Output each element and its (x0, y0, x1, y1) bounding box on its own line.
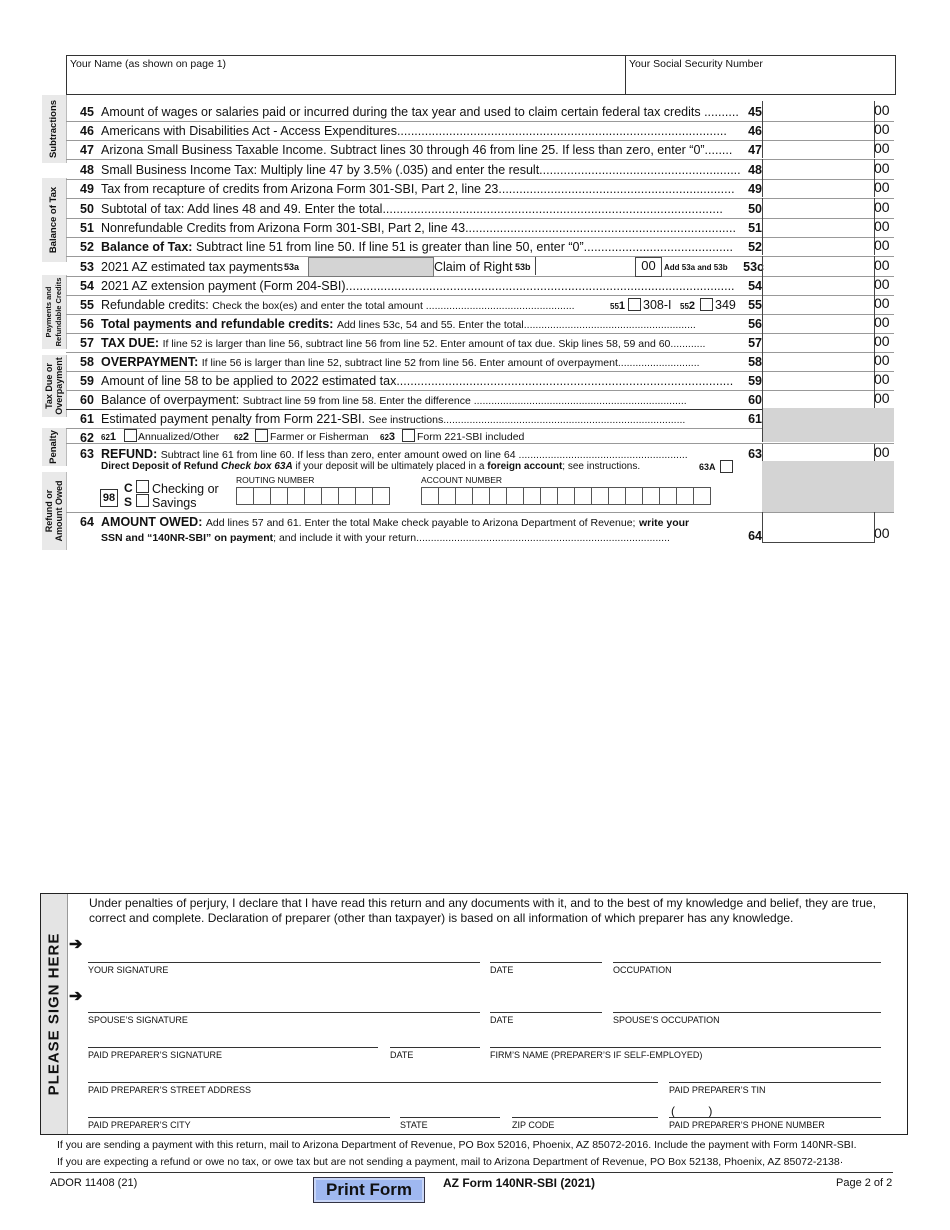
preparer-city-line[interactable]: PAID PREPARER’S CITY (88, 1117, 390, 1130)
preparer-signature-line[interactable]: PAID PREPARER’S SIGNATURE (88, 1047, 378, 1060)
annualized-checkbox[interactable] (124, 429, 137, 442)
arrow-icon: ➔ (69, 936, 83, 953)
form-title: AZ Form 140NR-SBI (2021) (443, 1176, 596, 1190)
credit-349-checkbox[interactable] (700, 298, 713, 311)
amount-field[interactable] (762, 275, 875, 294)
farmer-checkbox[interactable] (255, 429, 268, 442)
name-label: Your Name (as shown on page 1) (70, 58, 227, 70)
amount-field[interactable] (762, 389, 875, 408)
tab-tax-due: Tax Due or Overpayment (42, 355, 67, 417)
line-53b-field[interactable] (535, 257, 636, 275)
line-54: 54 2021 AZ extension payment (Form 204-SBI)................................................................................................................ 54 00 (66, 276, 894, 296)
line-51: 51 Nonrefundable Credits from Arizona Form 301-SBI, Part 2, line 43.............................................................................. 51 00 (66, 218, 894, 238)
amount-field[interactable] (762, 198, 875, 217)
checking-checkbox[interactable] (136, 480, 149, 493)
date-line[interactable]: DATE (490, 962, 602, 975)
tab-refund: Refund or Amount Owed (42, 472, 67, 550)
spouse-occupation-line[interactable]: SPOUSE’S OCCUPATION (613, 1012, 881, 1025)
routing-number-field[interactable] (236, 487, 389, 508)
amount-field[interactable] (762, 139, 875, 158)
perjury-statement: Under penalties of perjury, I declare that I have read this return and any documents with it, and to the best of my knowledge and belief, they are true, correct and complete. Declaration of preparer (other than taxpayer) is based on all information of which preparer has any knowledge. (89, 896, 876, 925)
preparer-tin-line[interactable]: PAID PREPARER’S TIN (669, 1082, 881, 1095)
line-50: 50 Subtotal of tax: Add lines 48 and 49. Enter the total.................................................................................................. 50 00 (66, 199, 894, 219)
mail-instruction-payment: If you are sending a payment with this return, mail to Arizona Department of Revenue, PO Box 52016, Phoenix, AZ 85072-2016. Include the payment with Form 140NR-SBI. (57, 1139, 857, 1151)
line-62-shaded (762, 427, 894, 442)
line-52: 52 Balance of Tax: Subtract line 51 from line 50. If line 51 is greater than line 50, enter “0”........................................... 52 00 (66, 237, 894, 257)
line-55: 55 Refundable credits: Check the box(es) and enter the total amount ................................................... 551 308-I 552 349 55 00 (66, 295, 894, 315)
line-47: 47 Arizona Small Business Taxable Income. Subtract lines 30 through 46 from line 25. If less than zero, enter “0”........ 47 00 (66, 140, 894, 160)
tab-payments: Payments and Refundable Credits (42, 275, 67, 349)
amount-field[interactable] (762, 370, 875, 389)
line-59: 59 Amount of line 58 to be applied to 2022 estimated tax................................................................................................. 59 00 (66, 371, 894, 391)
account-number-field[interactable] (421, 487, 710, 508)
preparer-date-line[interactable]: DATE (390, 1047, 480, 1060)
line-46: 46 Americans with Disabilities Act - Access Expenditures............................................................................................... 46 00 (66, 121, 894, 141)
tab-penalty: Penalty (42, 428, 67, 466)
amount-field[interactable] (762, 332, 875, 351)
amount-field[interactable] (762, 159, 875, 178)
amount-field[interactable] (762, 217, 875, 236)
ador-code: ADOR 11408 (21) (50, 1177, 138, 1189)
line-64: 64 AMOUNT OWED: Add lines 57 and 61. Enter the total Make check payable to Arizona Department of Revenue; write your SSN and “140NR-SBI” on payment; and include it with your return....................................................................................... 64 00 (66, 512, 894, 542)
page-number: Page 2 of 2 (836, 1177, 893, 1189)
line-63: 63 REFUND: Subtract line 61 from line 60. If less than zero, enter amount owed on line 64 .......................................................... 63 00 Direct Deposit of Refund Check box 63A if your deposit will be ultimately placed in a foreign account; see instructions. 63A ROUTING NUMBER ACCOUNT NUMBER 98 C Checking or S Savings (66, 444, 894, 513)
spouse-signature-line[interactable]: SPOUSE’S SIGNATURE (88, 1012, 480, 1025)
line-57: 57 TAX DUE: If line 52 is larger than line 56, subtract line 56 from line 52. Enter amount of tax due. Skip lines 58, 59 and 60............ 57 00 (66, 333, 894, 353)
tab-balance-of-tax: Balance of Tax (42, 178, 67, 262)
amount-owed-field[interactable] (762, 512, 875, 543)
footer-divider (50, 1172, 893, 1173)
ssn-label: Your Social Security Number (629, 58, 763, 70)
amount-field[interactable] (762, 120, 875, 139)
amount-field[interactable] (762, 236, 875, 255)
zip-line[interactable]: ZIP CODE (512, 1117, 658, 1130)
line-48: 48 Small Business Income Tax: Multiply line 47 by 3.5% (.035) and enter the result.......................................................... 48 00 (66, 160, 894, 180)
your-signature-line[interactable]: YOUR SIGNATURE (88, 962, 480, 975)
occupation-line[interactable]: OCCUPATION (613, 962, 881, 975)
tab-subtractions: Subtractions (42, 95, 67, 163)
phone-line[interactable]: PAID PREPARER’S PHONE NUMBER (669, 1117, 881, 1130)
line-58: 58 OVERPAYMENT: If line 56 is larger than line 52, subtract line 52 from line 56. Enter amount of overpayment............................ 58 00 (66, 352, 894, 372)
amount-field[interactable] (762, 101, 875, 120)
line-63-shaded (762, 461, 894, 512)
mail-instruction-refund: If you are expecting a refund or owe no tax, or owe tax but are not sending a payment, mail to Arizona Department of Revenue, PO Box 52138, Phoenix, AZ 85072-2138· (57, 1156, 844, 1168)
line-61: 61 Estimated payment penalty from Form 221-SBI. See instructions................................................................................... 61 (66, 409, 894, 429)
line-53: 53 2021 AZ estimated tax payments 53a Claim of Right 53b 00 Add 53a and 53b 53c 00 (66, 257, 894, 277)
credit-308i-checkbox[interactable] (628, 298, 641, 311)
header-box (66, 55, 896, 95)
line-53a-field[interactable] (308, 257, 434, 277)
line-60: 60 Balance of overpayment: Subtract line 59 from line 58. Enter the difference ......................................................................... 60 00 (66, 390, 894, 410)
amount-field[interactable] (762, 294, 875, 313)
amount-field[interactable] (762, 351, 875, 370)
preparer-address-line[interactable]: PAID PREPARER’S STREET ADDRESS (88, 1082, 658, 1095)
arrow-icon: ➔ (69, 988, 83, 1005)
print-form-button[interactable]: Print Form (313, 1177, 425, 1203)
amount-field[interactable] (762, 313, 875, 332)
firm-name-line[interactable]: FIRM’S NAME (PREPARER’S IF SELF-EMPLOYED) (490, 1047, 881, 1060)
amount-field[interactable] (762, 178, 875, 197)
refund-amount-field[interactable] (762, 444, 875, 461)
form-221-checkbox[interactable] (402, 429, 415, 442)
amount-field[interactable] (762, 256, 875, 275)
state-line[interactable]: STATE (400, 1117, 500, 1130)
please-sign-tab: PLEASE SIGN HERE (41, 894, 68, 1134)
line-49: 49 Tax from recapture of credits from Arizona Form 301-SBI, Part 2, line 23.................................................................... 49 00 (66, 179, 894, 199)
line-62: 62 621 Annualized/Other 622 Farmer or Fisherman 623 Form 221-SBI included (66, 428, 894, 444)
foreign-account-checkbox[interactable] (720, 460, 733, 473)
signature-section: PLEASE SIGN HERE Under penalties of perjury, I declare that I have read this return and any documents with it, and to the best of my knowledge and belief, they are true, correct and complete. Declaration of preparer (other than taxpayer) is based on all information of which preparer has any knowledge. ➔ ➔ YOUR SIGNATURE DATE OCCUPATION SPOUSE’S SIGNATURE DATE SPOUSE’S OCCUPATION PAID PREPARER’S SIGNATURE DATE FIRM’S NAME (PREPARER’S IF SELF-EMPLOYED) PAID PREPARER’S STREET ADDRESS PAID PREPARER’S TIN ( ) PAID PREPARER’S CITY STATE ZIP CODE PAID PREPARER’S PHONE NUMBER (40, 893, 908, 1135)
line-61-shaded (762, 408, 894, 427)
spouse-date-line[interactable]: DATE (490, 1012, 602, 1025)
line-56: 56 Total payments and refundable credits: Add lines 53c, 54 and 55. Enter the total........................................................... 56 00 (66, 314, 894, 334)
savings-checkbox[interactable] (136, 494, 149, 507)
line-45: 45 Amount of wages or salaries paid or incurred during the tax year and used to claim certain federal tax credits .......... 45 00 (66, 102, 894, 122)
